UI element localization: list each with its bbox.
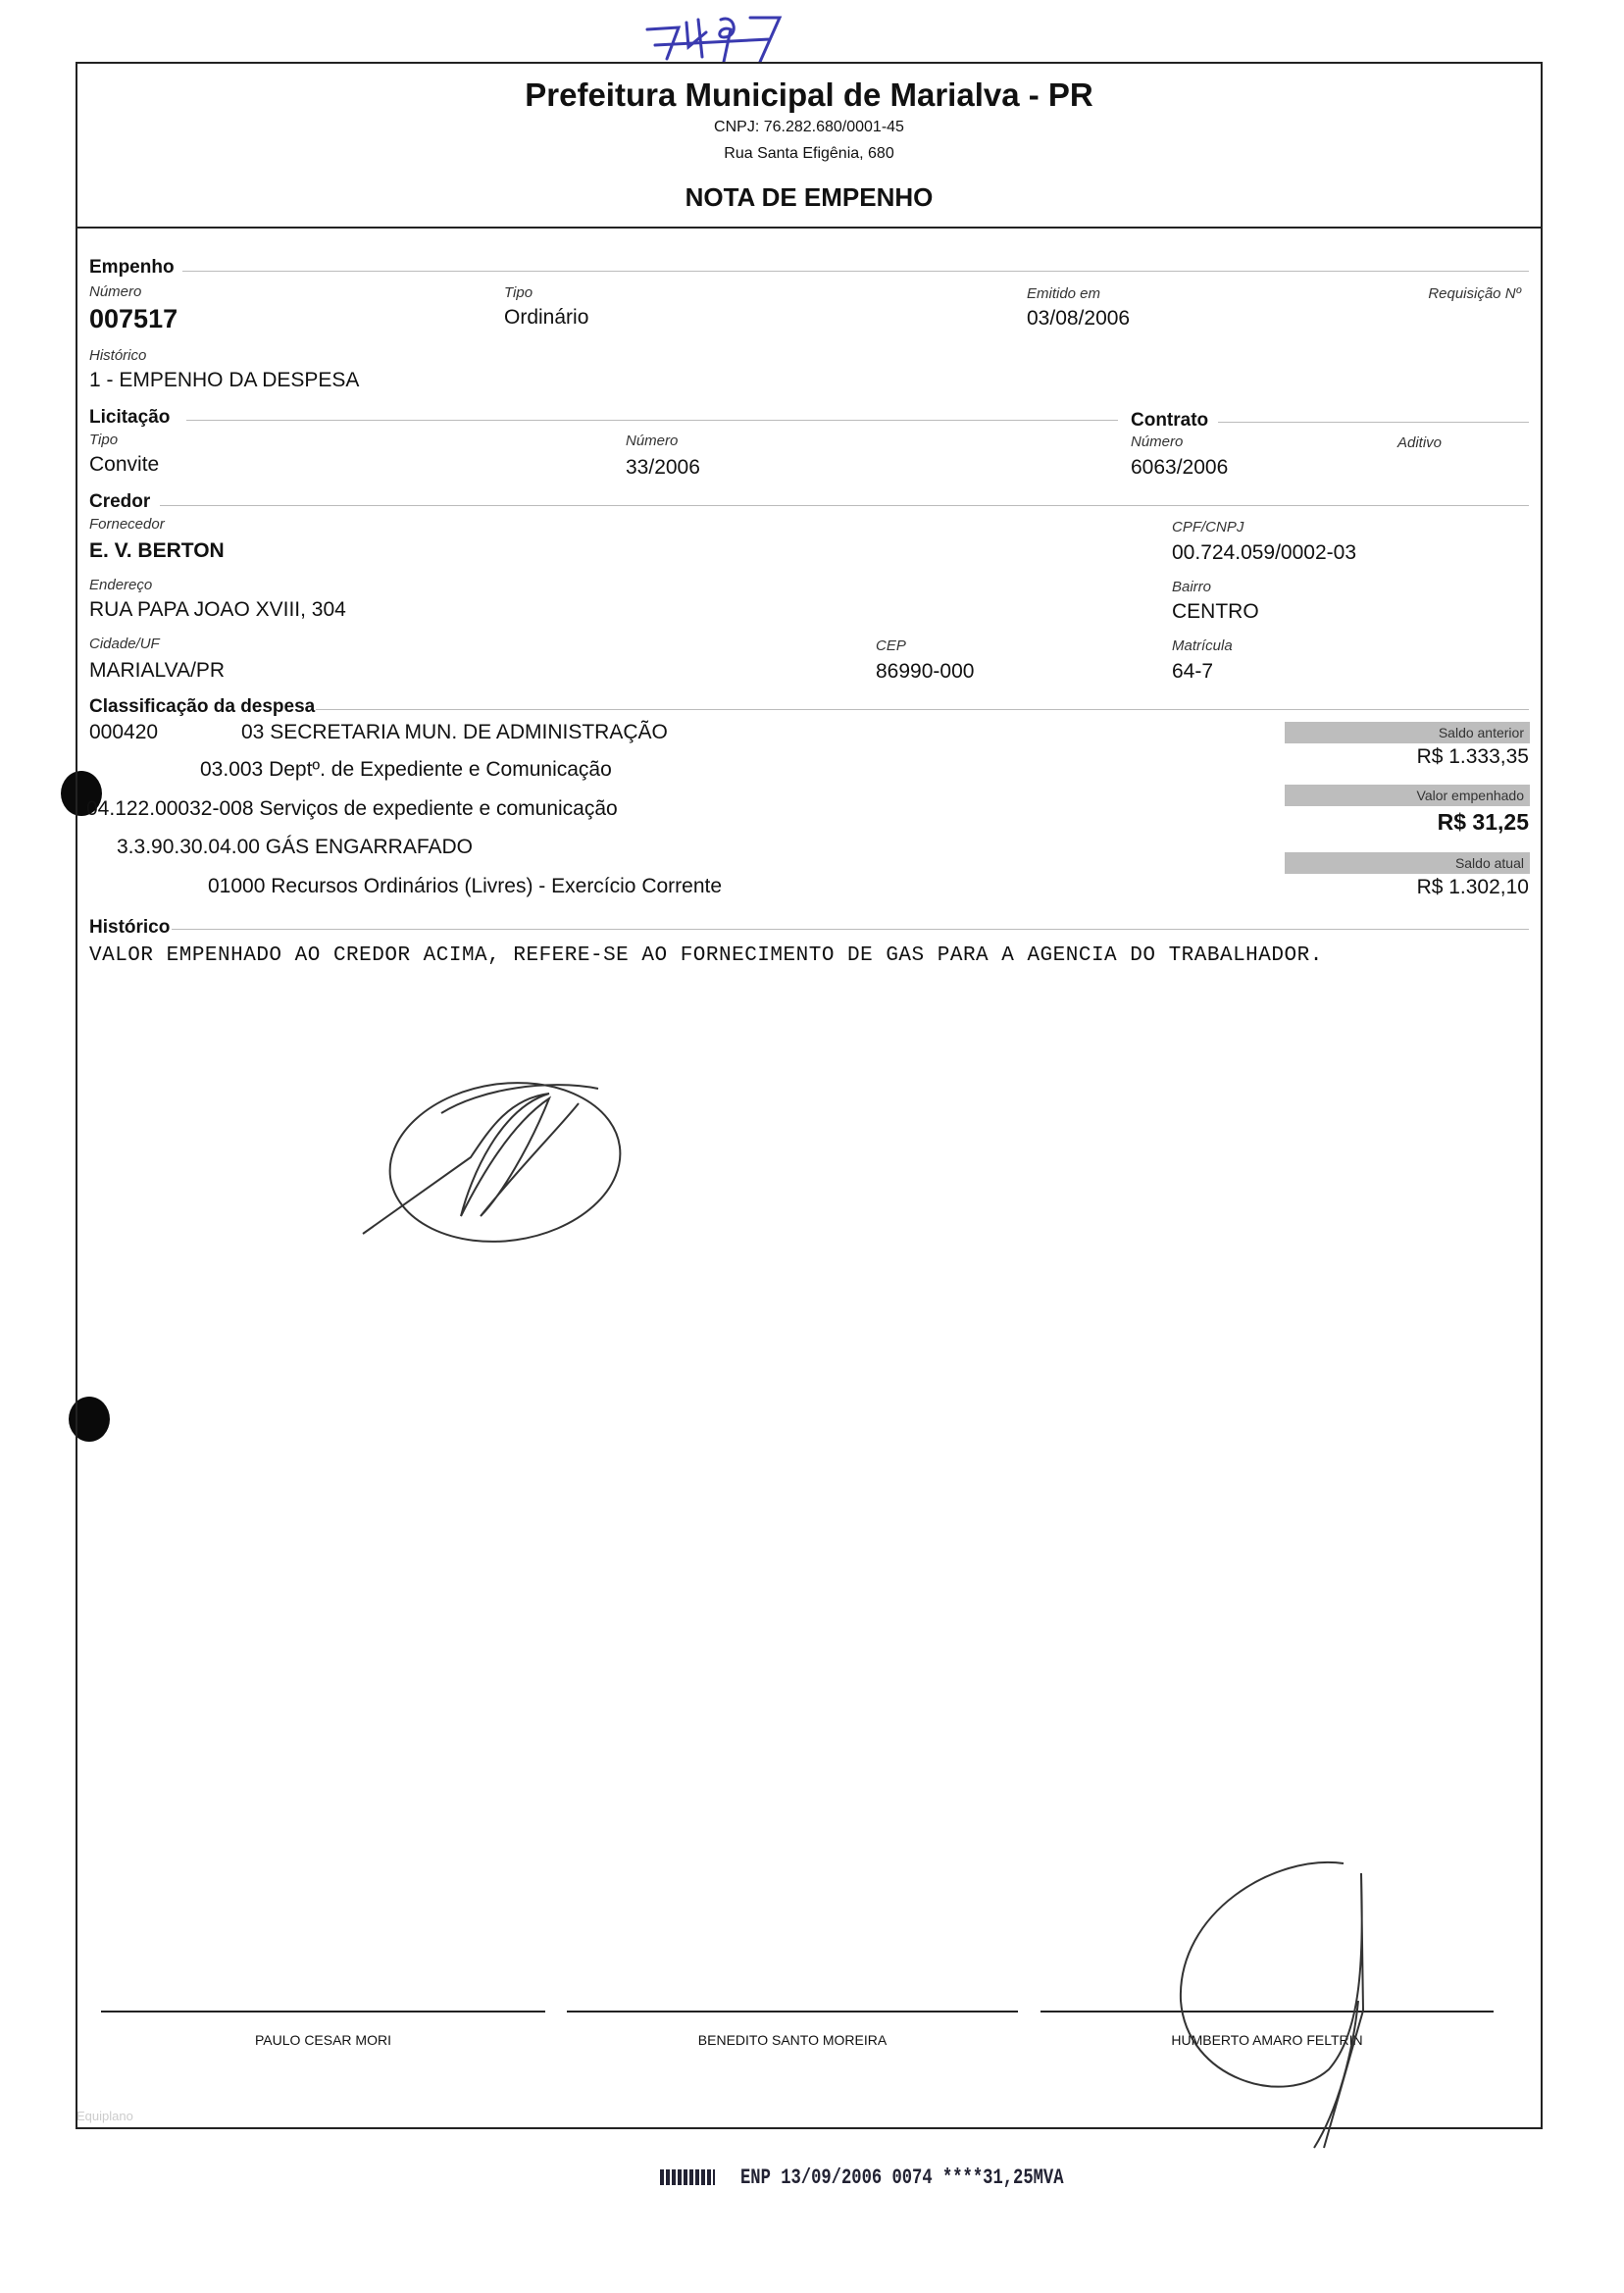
signature-scribble [1167, 1854, 1393, 2167]
section-rule [186, 420, 1118, 421]
cidade-value: MARIALVA/PR [89, 659, 226, 682]
cnpj-text: CNPJ: 76.282.680/0001-45 [714, 119, 904, 135]
endereco-value: RUA PAPA JOAO XVIII, 304 [89, 598, 346, 621]
cep-label: CEP [876, 637, 906, 654]
licitacao-tipo: Convite [89, 453, 160, 476]
software-watermark: Equiplano [76, 2109, 133, 2123]
cpf-label: CPF/CNPJ [1172, 519, 1244, 535]
saldo-atual-value: R$ 1.302,10 [1416, 876, 1529, 898]
emitido-label: Emitido em [1027, 285, 1101, 302]
fornecedor-label: Fornecedor [89, 516, 165, 533]
licitacao-tipo-label: Tipo [89, 432, 119, 448]
classificacao-line: 03 SECRETARIA MUN. DE ADMINISTRAÇÃO [241, 721, 668, 743]
matricula-label: Matrícula [1172, 637, 1233, 654]
bairro-value: CENTRO [1172, 600, 1259, 623]
signatory-name: BENEDITO SANTO MOREIRA [697, 2032, 888, 2048]
valor-empenhado-label: Valor empenhado [1285, 785, 1530, 806]
signature-scribble [353, 1069, 637, 1255]
classificacao-line: 000420 [89, 721, 159, 743]
barcode-icon [660, 2169, 715, 2185]
saldo-atual-label: Saldo atual [1285, 852, 1530, 874]
aditivo-label: Aditivo [1397, 434, 1443, 451]
saldo-anterior-label: Saldo anterior [1285, 722, 1530, 743]
empenho-tipo: Ordinário [504, 306, 589, 329]
empenho-numero: 007517 [89, 304, 178, 333]
header-divider [76, 227, 1543, 229]
requisicao-label: Requisição Nº [1428, 285, 1521, 302]
section-rule [160, 505, 1529, 506]
classificacao-line: 01000 Recursos Ordinários (Livres) - Exercício Corrente [208, 875, 723, 897]
classificacao-line: 3.3.90.30.04.00 GÁS ENGARRAFADO [117, 836, 474, 858]
section-classificacao: Classificação da despesa [89, 696, 316, 717]
page-title: Prefeitura Municipal de Marialva - PR [525, 76, 1093, 113]
section-historico: Histórico [89, 917, 171, 938]
contrato-numero: 6063/2006 [1131, 456, 1229, 479]
section-contrato: Contrato [1131, 410, 1209, 431]
classificacao-line: 04.122.00032-008 Serviços de expediente e comunicação [86, 797, 618, 820]
valor-empenhado-value: R$ 31,25 [1437, 809, 1529, 835]
tipo-label: Tipo [504, 284, 533, 301]
empenho-emitido: 03/08/2006 [1027, 307, 1131, 330]
saldo-anterior-value: R$ 1.333,35 [1416, 745, 1529, 768]
section-credor: Credor [89, 491, 151, 512]
cidade-label: Cidade/UF [89, 636, 160, 652]
licitacao-numero: 33/2006 [626, 456, 700, 479]
section-licitacao: Licitação [89, 407, 171, 428]
signatory-name: HUMBERTO AMARO FELTRIN [1171, 2032, 1363, 2048]
fornecedor-value: E. V. BERTON [89, 539, 225, 562]
matricula-value: 64-7 [1172, 660, 1214, 683]
empenho-historico: 1 - EMPENHO DA DESPESA [89, 369, 360, 391]
doc-title: NOTA DE EMPENHO [685, 182, 934, 212]
protocol-stamp: ENP 13/09/2006 0074 ****31,25MVA [740, 2166, 1064, 2190]
classificacao-line: 03.003 Deptº. de Expediente e Comunicação [200, 758, 612, 781]
cep-value: 86990-000 [876, 660, 975, 683]
section-rule [316, 709, 1529, 710]
licitacao-numero-label: Número [626, 433, 679, 449]
section-rule [172, 929, 1529, 930]
section-rule [1218, 422, 1529, 423]
historico-text: VALOR EMPENHADO AO CREDOR ACIMA, REFERE-SE AO FORNECIMENTO DE GAS PARA A AGENCIA DO TRABALHADOR. [89, 944, 1323, 967]
section-empenho: Empenho [89, 257, 175, 278]
address-text: Rua Santa Efigênia, 680 [724, 145, 894, 162]
section-rule [182, 271, 1529, 272]
historico-label: Histórico [89, 347, 147, 364]
bairro-label: Bairro [1172, 579, 1212, 595]
endereco-label: Endereço [89, 577, 153, 593]
signature-line [101, 2011, 545, 2013]
signature-line [567, 2011, 1018, 2013]
contrato-numero-label: Número [1131, 433, 1184, 450]
cpf-value: 00.724.059/0002-03 [1172, 541, 1357, 564]
signatory-name: PAULO CESAR MORI [255, 2032, 391, 2048]
numero-label: Número [89, 283, 142, 300]
handwritten-page-number [637, 8, 794, 67]
